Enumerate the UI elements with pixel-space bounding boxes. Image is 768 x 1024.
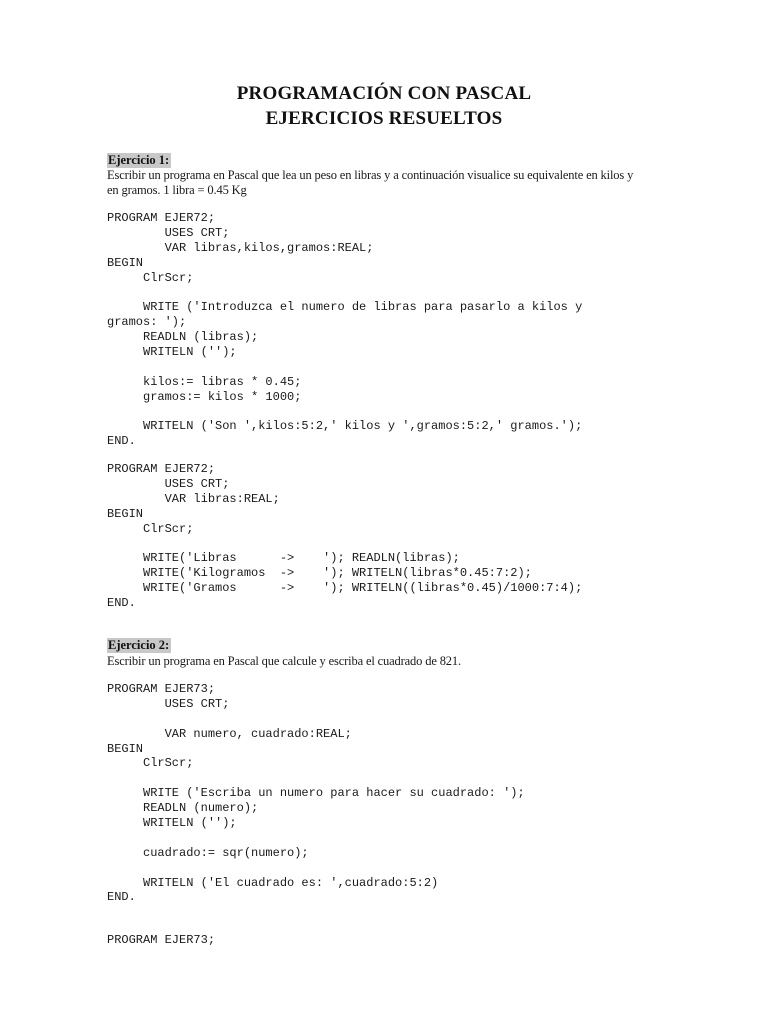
code-line: END. xyxy=(107,890,136,905)
exercise-1-code-block-2 xyxy=(107,462,582,611)
code-line: USES CRT; xyxy=(107,696,230,711)
code-line xyxy=(107,771,525,786)
code-line: PROGRAM EJER72; xyxy=(107,462,216,476)
exercise-2-description: Escribir un programa en Pascal que calcule y escriba el cuadrado de 821. xyxy=(107,654,461,668)
code-line: WRITE('Kilogramos -> '); WRITELN(libras*0.45:7:2); xyxy=(107,566,532,581)
code-line: PROGRAM EJER72; xyxy=(107,211,216,225)
code-line: gramos:= kilos * 1000; xyxy=(107,389,302,404)
document-title: PROGRAMACIÓN CON PASCAL xyxy=(236,83,532,104)
code-line: BEGIN xyxy=(107,506,144,521)
code-line: END. xyxy=(107,596,136,611)
code-line: END. xyxy=(107,434,136,449)
code-line: WRITELN ('El cuadrado es: ',cuadrado:5:2) xyxy=(107,875,439,890)
code-line: VAR libras:REAL; xyxy=(107,491,280,506)
code-line: USES CRT; xyxy=(107,225,230,240)
exercise-1-heading: Ejercicio 1: xyxy=(108,153,170,167)
document-subtitle: EJERCICIOS RESUELTOS xyxy=(265,108,503,129)
code-line: ClrScr; xyxy=(107,270,194,285)
code-line: WRITELN ('Son ',kilos:5:2,' kilos y ',gramos:5:2,' gramos.'); xyxy=(107,419,583,434)
code-line: WRITE('Libras -> '); READLN(libras); xyxy=(107,551,460,566)
code-line: WRITE ('Introduzca el numero de libras para pasarlo a kilos y xyxy=(107,300,583,315)
code-line: READLN (numero); xyxy=(107,801,259,816)
code-line: ClrScr; xyxy=(107,756,194,771)
exercise-2-heading: Ejercicio 2: xyxy=(108,638,170,652)
code-line xyxy=(107,405,582,420)
code-line: PROGRAM EJER73; xyxy=(107,933,216,947)
code-line xyxy=(107,831,525,846)
code-line: VAR libras,kilos,gramos:REAL; xyxy=(107,240,374,255)
code-line xyxy=(107,712,525,727)
code-line xyxy=(107,285,582,300)
code-line xyxy=(107,360,582,375)
code-line xyxy=(107,861,525,876)
code-line: gramos: '); xyxy=(107,315,187,330)
exercise-2-code-block-2 xyxy=(107,933,215,948)
code-line: WRITELN (''); xyxy=(107,345,237,360)
exercise-1-code-block-1 xyxy=(107,211,582,449)
code-line: cuadrado:= sqr(numero); xyxy=(107,845,309,860)
code-line: READLN (libras); xyxy=(107,330,259,345)
exercise-1-description-line-2: en gramos. 1 libra = 0.45 Kg xyxy=(107,183,247,197)
code-line: kilos:= libras * 0.45; xyxy=(107,374,302,389)
code-line: BEGIN xyxy=(107,741,144,756)
code-line: BEGIN xyxy=(107,255,144,270)
code-line: VAR numero, cuadrado:REAL; xyxy=(107,726,352,741)
code-line: WRITE ('Escriba un numero para hacer su cuadrado: '); xyxy=(107,786,525,801)
code-line: PROGRAM EJER73; xyxy=(107,682,216,696)
exercise-2-code-block-1 xyxy=(107,682,525,905)
code-line xyxy=(107,536,582,551)
code-line: USES CRT; xyxy=(107,476,230,491)
code-line: WRITE('Gramos -> '); WRITELN((libras*0.45)/1000:7:4); xyxy=(107,581,583,596)
exercise-1-description-line-1: Escribir un programa en Pascal que lea un peso en libras y a continuación visualice su equivalente en kilos y xyxy=(107,168,634,182)
code-line: WRITELN (''); xyxy=(107,816,237,831)
code-line: ClrScr; xyxy=(107,521,194,536)
